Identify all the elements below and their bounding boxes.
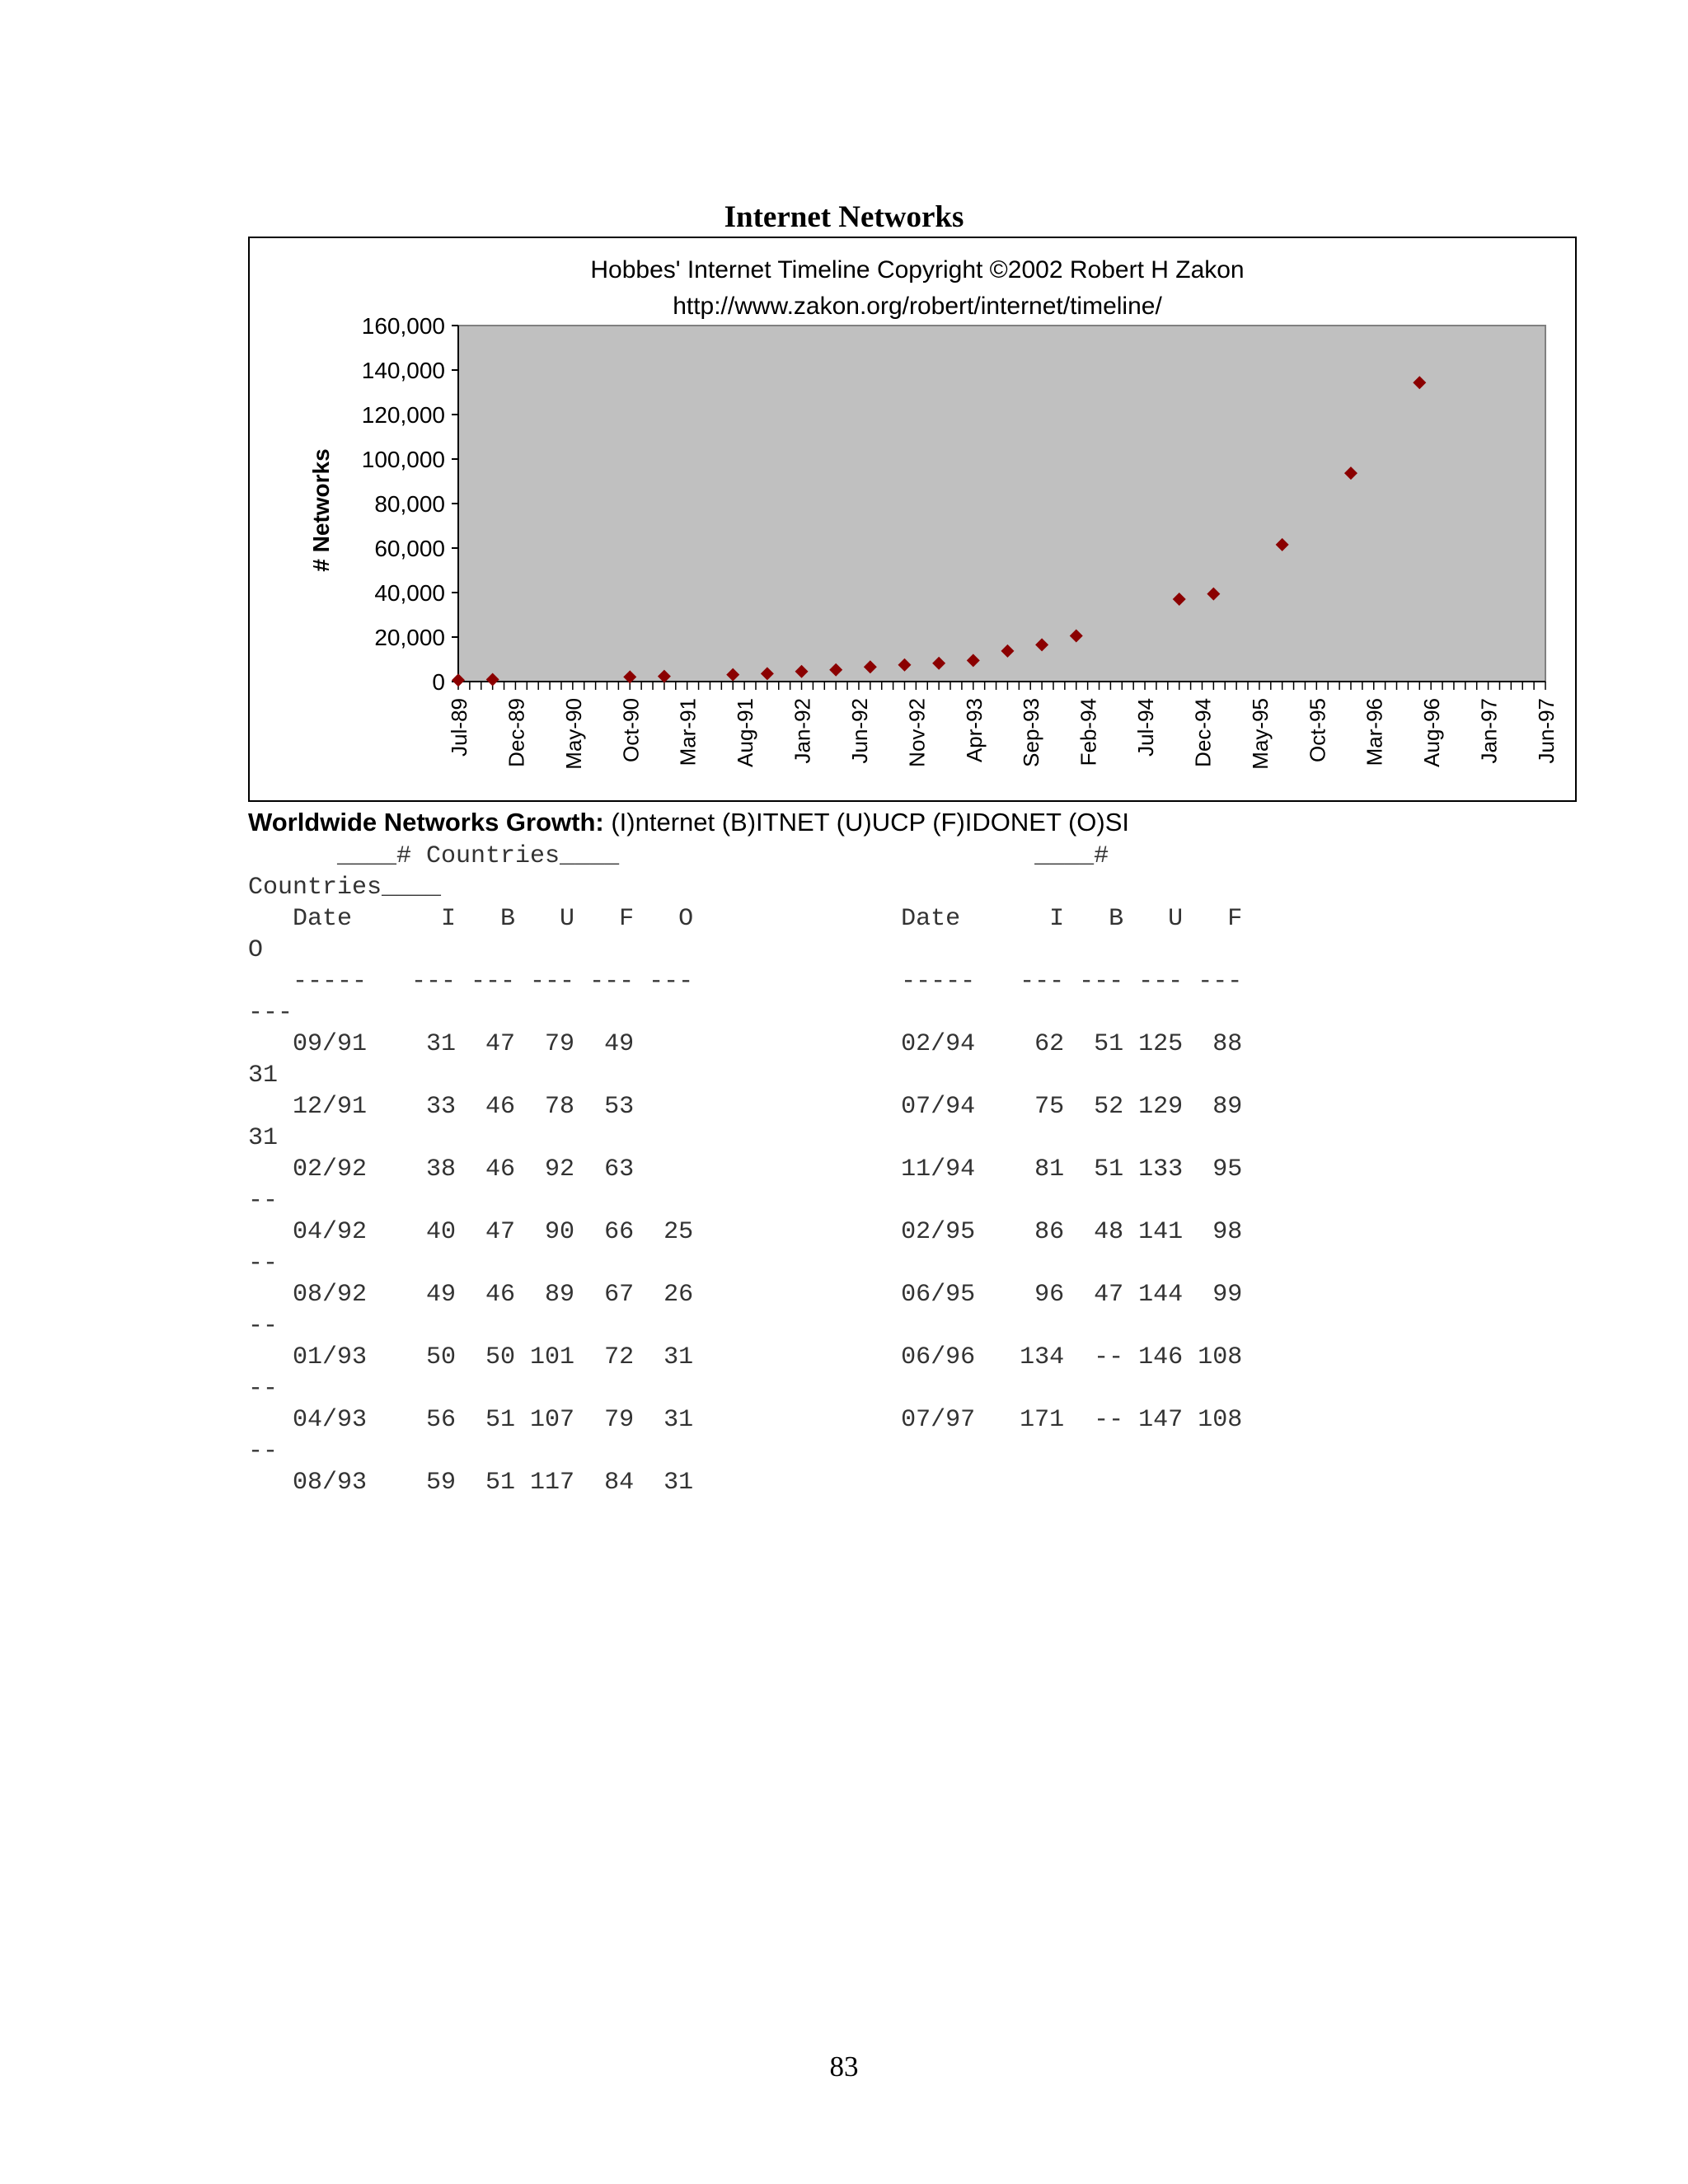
x-tick-label: Jan-92	[790, 698, 815, 764]
growth-table-line: 31	[248, 1124, 279, 1152]
growth-table-line: ----- --- --- --- --- --- ----- --- --- --- ---	[248, 968, 1243, 996]
y-tick-label: 20,000	[374, 625, 445, 650]
x-tick-label: Oct-95	[1305, 698, 1330, 763]
y-tick-label: 0	[432, 669, 445, 695]
growth-table-line: O	[248, 936, 264, 964]
growth-table-line: 31	[248, 1062, 279, 1090]
x-tick-label: Mar-96	[1362, 698, 1387, 766]
x-tick-label: Sep-93	[1019, 698, 1044, 767]
page-number: 83	[829, 2050, 859, 2083]
y-tick-label: 80,000	[374, 491, 445, 517]
growth-table-line: ---	[248, 999, 293, 1027]
networks-scatter-chart	[250, 238, 1578, 804]
x-tick-label: Aug-96	[1419, 698, 1445, 767]
growth-table-line: --	[248, 1187, 279, 1215]
growth-table-line: --	[248, 1375, 279, 1403]
growth-table-line: Date I B U F O Date I B U F	[248, 905, 1243, 933]
x-tick-label: Jun-97	[1534, 698, 1559, 764]
growth-table-line: --	[248, 1312, 279, 1340]
x-tick-label: Mar-91	[675, 698, 701, 766]
growth-table-line: 09/91 31 47 79 49 02/94 62 51 125 88	[248, 1030, 1243, 1058]
plot-area	[458, 326, 1545, 682]
growth-table-line: 04/93 56 51 107 79 31 07/97 171 -- 147 108	[248, 1406, 1243, 1434]
growth-table-line: 12/91 33 46 78 53 07/94 75 52 129 89	[248, 1093, 1243, 1121]
x-axis	[447, 682, 1559, 770]
growth-table	[248, 841, 1242, 1498]
x-tick-label: Aug-91	[733, 698, 758, 767]
growth-table-line: ____# Countries____ ____#	[248, 842, 1109, 870]
growth-table-line: --	[248, 1249, 279, 1277]
x-tick-label: Dec-94	[1190, 698, 1216, 767]
x-tick-label: Feb-94	[1076, 698, 1101, 766]
growth-table-line: --	[248, 1437, 279, 1465]
x-tick-label: May-90	[560, 698, 586, 770]
growth-heading-bold: Worldwide Networks Growth:	[248, 808, 604, 837]
growth-table-line: 01/93 50 50 101 72 31 06/96 134 -- 146 108	[248, 1343, 1243, 1371]
chart-frame	[248, 237, 1577, 802]
growth-table-line: 02/92 38 46 92 63 11/94 81 51 133 95	[248, 1155, 1243, 1183]
growth-heading-legend: (I)nternet (B)ITNET (U)UCP (F)IDONET (O)SI	[603, 808, 1129, 837]
growth-table-line: Countries____	[248, 874, 442, 902]
growth-table-line: 08/92 49 46 89 67 26 06/95 96 47 144 99	[248, 1281, 1243, 1309]
page-title: Internet Networks	[724, 200, 964, 234]
x-tick-label: Oct-90	[618, 698, 644, 763]
x-tick-label: Nov-92	[904, 698, 930, 767]
chart-title-line2: http://www.zakon.org/robert/internet/timeline/	[673, 293, 1162, 320]
x-tick-label: Apr-93	[961, 698, 987, 763]
y-tick-label: 100,000	[361, 447, 445, 472]
y-axis	[362, 313, 458, 695]
y-tick-label: 60,000	[374, 536, 445, 561]
y-tick-label: 120,000	[361, 402, 445, 428]
x-tick-label: Jan-97	[1476, 698, 1502, 764]
growth-table-line: 04/92 40 47 90 66 25 02/95 86 48 141 98	[248, 1218, 1243, 1246]
y-axis-label: # Networks	[308, 448, 334, 572]
x-tick-label: Jul-94	[1133, 698, 1159, 757]
x-tick-label: May-95	[1247, 698, 1273, 770]
growth-heading	[248, 808, 1129, 837]
x-tick-label: Jul-89	[447, 698, 471, 757]
chart-title-line1: Hobbes' Internet Timeline Copyright ©2002 Robert H Zakon	[590, 256, 1245, 284]
y-tick-label: 140,000	[361, 358, 445, 383]
x-tick-label: Jun-92	[846, 698, 872, 764]
y-tick-label: 40,000	[374, 580, 445, 606]
x-tick-label: Dec-89	[504, 698, 529, 767]
y-tick-label: 160,000	[361, 313, 445, 339]
growth-table-line: 08/93 59 51 117 84 31	[248, 1469, 694, 1497]
